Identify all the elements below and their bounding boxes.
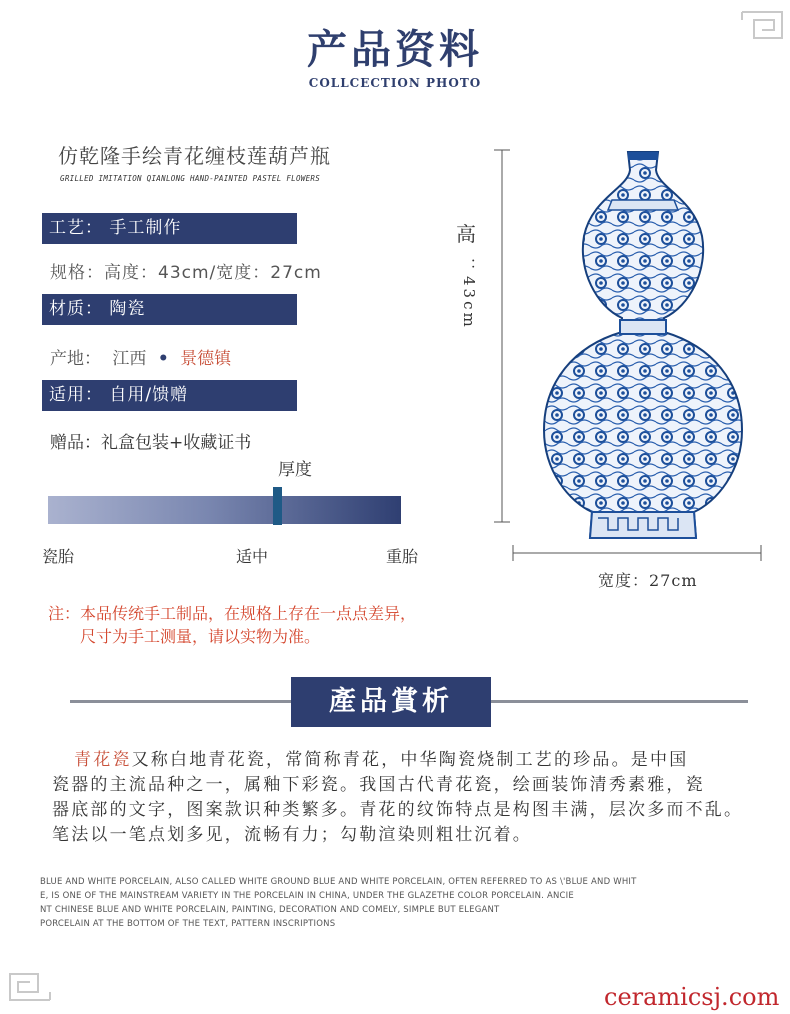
section-divider-left	[70, 700, 291, 703]
description-en-line-3: NT CHINESE BLUE AND WHITE PORCELAIN, PAINTING, DECORATION AND COMELY, SIMPLE BUT ELEGANT	[40, 905, 500, 915]
thickness-marker	[273, 487, 282, 525]
watermark: ceramicsj.com	[604, 983, 780, 1011]
origin-separator: •	[157, 349, 169, 369]
vase-image	[480, 140, 780, 580]
product-name-en: GRILLED IMITATION QIANLONG HAND-PAINTED PASTEL FLOWERS	[60, 174, 321, 183]
origin-city: 景德镇	[180, 349, 232, 369]
description-line-4: 笔法以一笔点划多见，流畅有力；勾勒渲染则粗壮沉着。	[52, 825, 532, 845]
thickness-middle-label: 适中	[236, 547, 269, 566]
page-subtitle: COLLCECTION PHOTO	[308, 76, 482, 90]
craft-bar: 工艺： 手工制作	[42, 213, 297, 244]
description-line-1	[52, 745, 774, 770]
section-title: 產品賞析	[291, 677, 491, 727]
spec-text: 规格：高度：43cm/宽度：27cm	[50, 263, 322, 283]
page-title: 产品资料	[307, 26, 483, 73]
section-divider-right	[491, 700, 748, 703]
height-value: ：43cm	[460, 258, 478, 330]
usage-bar: 适用： 自用/馈赠	[42, 380, 297, 411]
width-value: 宽度：27cm	[598, 571, 698, 590]
gift-text: 赠品：礼盒包装+收藏证书	[50, 433, 252, 453]
thickness-label: 厚度	[278, 460, 312, 480]
description-highlight: 青花瓷	[74, 750, 132, 770]
description-line-3: 器底部的文字，图案款识种类繁多。青花的纹饰特点是构图丰满，层次多而不乱。	[52, 800, 744, 820]
note-line-1: 注：本品传统手工制品，在规格上存在一点点差异，	[48, 604, 417, 623]
origin-row	[50, 344, 231, 369]
description-line-2: 瓷器的主流品种之一，属釉下彩瓷。我国古代青花瓷，绘画装饰清秀素雅，瓷	[52, 775, 705, 795]
description-en-line-4: PORCELAIN AT THE BOTTOM OF THE TEXT, PATTERN INSCRIPTIONS	[40, 919, 336, 929]
thickness-right-label: 重胎	[386, 547, 419, 566]
product-name: 仿乾隆手绘青花缠枝莲葫芦瓶	[58, 144, 331, 168]
origin-label: 产地：	[50, 349, 101, 369]
origin-province: 江西	[112, 349, 147, 369]
corner-ornament-icon	[8, 970, 52, 1004]
thickness-gauge	[48, 496, 401, 524]
description-en-line-1: BLUE AND WHITE PORCELAIN, ALSO CALLED WHITE GROUND BLUE AND WHITE PORCELAIN, OFTEN REFERRED TO AS \'BLUE AND WHIT	[40, 877, 637, 887]
description-line-1-text: 又称白地青花瓷，常简称青花，中华陶瓷烧制工艺的珍品。是中国	[131, 750, 689, 770]
thickness-left-label: 瓷胎	[42, 547, 75, 566]
height-caption: 高	[456, 222, 476, 246]
material-bar: 材质： 陶瓷	[42, 294, 297, 325]
note-line-2: 尺寸为手工测量，请以实物为准。	[80, 627, 321, 646]
description-en-line-2: E, IS ONE OF THE MAINSTREAM VARIETY IN THE PORCELAIN IN CHINA, UNDER THE GLAZETHE COLOR PORCELAIN. ANCIE	[40, 891, 574, 901]
